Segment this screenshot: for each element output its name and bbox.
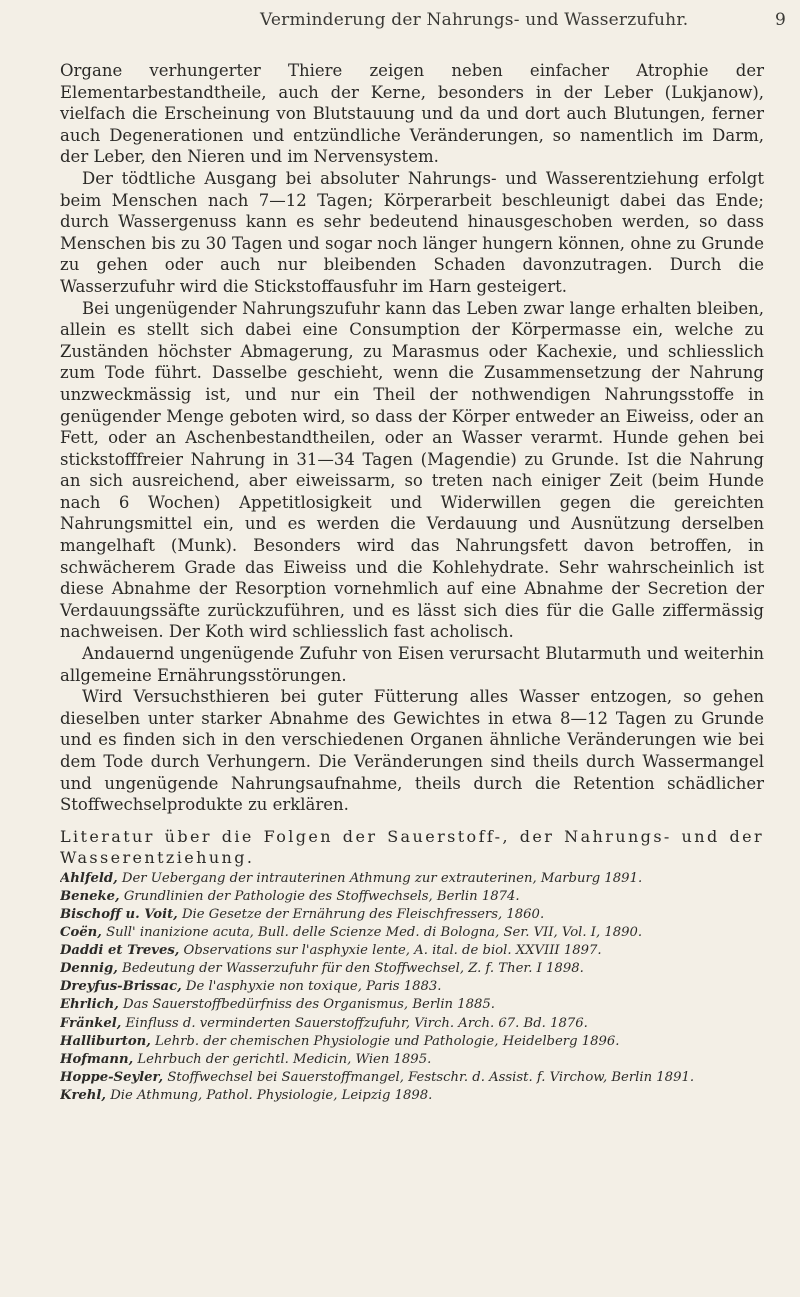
entry-text: De l'asphyxie non toxique, Paris 1883. [181, 979, 442, 995]
literature-entry [60, 1033, 764, 1051]
entry-author: Hoppe-Seyler, [60, 1069, 164, 1085]
literature-entry [60, 960, 764, 978]
literature-entry [60, 888, 764, 906]
literature-entry [60, 1069, 764, 1087]
entry-text: Die Athmung, Pathol. Physiologie, Leipzig 1898. [106, 1087, 433, 1103]
paragraph: Wird Versuchsthieren bei guter Fütterung alles Wasser entzogen, so gehen dieselben unter starker Abnahme des Gewichtes in etwa 8—12 Tagen zu Grunde und es finden sich in den verschiedenen Organen ähnliche Veränderungen wie bei dem Tode durch Verhungern. Die Veränderungen sind theils durch Wassermangel und ungenügende Nahrungsaufnahme, theils durch die Retention schädlicher Stoffwechselprodukte zu erklären. [60, 687, 764, 815]
entry-text: Die Gesetze der Ernährung des Fleischfressers, 1860. [177, 906, 545, 922]
literature-entry [60, 978, 764, 996]
literature-heading: Literatur über die Folgen der Sauerstoff-, der Nahrungs- und der Wasserentziehung. [60, 826, 764, 867]
paragraph: Bei ungenügender Nahrungszufuhr kann das Leben zwar lange erhalten bleiben, allein es stellt sich dabei eine Consumption der Körpermasse ein, welche zu Zuständen höchster Abmagerung, zu Marasmus oder Kachexie, und schliesslich zum Tode führt. Dasselbe geschieht, wenn die Zusammensetzung der Nahrung unzweckmässig ist, und nur ein Theil der nothwendigen Nahrungsstoffe in genügender Menge geboten wird, so dass der Körper entweder an Eiweiss, oder an Fett, oder an Aschenbestandtheilen, oder an Wasser verarmt. Hunde gehen bei stickstofffreier Nahrung in 31—34 Tagen (Magendie) zu Grunde. Ist die Nahrung an sich ausreichend, aber eiweissarm, so treten nach einiger Zeit (beim Hunde nach 6 Wochen) Appetitlosigkeit und Widerwillen gegen die gereichten Nahrungsmittel ein, und es werden die Verdauung und Ausnützung derselben mangelhaft (Munk). Besonders wird das Nahrungsfett davon betroffen, in schwächerem Grade das Eiweiss und die Kohlehydrate. Sehr wahrscheinlich ist diese Abnahme der Resorption vornehmlich auf eine Abnahme der Secretion der Verdauungssäfte zurückzuführen, und es lässt sich dies für die Galle ziffermässig nachweisen. Der Koth wird schliesslich fast acholisch. [60, 298, 764, 642]
entry-text: Das Sauerstoffbedürfniss des Organismus, Berlin 1885. [118, 997, 495, 1013]
entry-author: Ahlfeld, [60, 870, 118, 886]
literature-entry [60, 1051, 764, 1069]
paragraph: Andauernd ungenügende Zufuhr von Eisen verursacht Blutarmuth und weiterhin allgemeine Ernährungsstörungen. [60, 644, 764, 685]
entry-text: Observations sur l'asphyxie lente, A. ital. de biol. XXVIII 1897. [179, 943, 602, 959]
entry-author: Ehrlich, [60, 997, 119, 1013]
entry-text: Stoffwechsel bei Sauerstoffmangel, Festschr. d. Assist. f. Virchow, Berlin 1891. [163, 1069, 695, 1085]
entry-author: Krehl, [60, 1087, 106, 1103]
entry-text: Sull' inanizione acuta, Bull. delle Scienze Med. di Bologna, Ser. VII, Vol. I, 1890. [101, 925, 643, 941]
literature-entry [60, 906, 764, 924]
running-title: Verminderung der Nahrungs- und Wasserzufuhr. [260, 10, 689, 30]
entry-text: Der Uebergang der intrauterinen Athmung zur extrauterinen, Marburg 1891. [117, 870, 643, 886]
entry-author: Hofmann, [60, 1051, 134, 1067]
entry-text: Einfluss d. verminderten Sauerstoffzufuhr, Virch. Arch. 67. Bd. 1876. [121, 1015, 588, 1031]
literature-entry [60, 996, 764, 1014]
entry-author: Daddi et Treves, [60, 943, 180, 959]
entry-author: Fränkel, [60, 1015, 122, 1031]
literature-entry [60, 942, 764, 960]
entry-author: Beneke, [60, 888, 120, 904]
page-number: 9 [774, 10, 786, 30]
entry-author: Dennig, [60, 961, 118, 977]
entry-text: Lehrb. der chemischen Physiologie und Pathologie, Heidelberg 1896. [150, 1033, 620, 1049]
entry-author: Halliburton, [60, 1033, 151, 1049]
entry-author: Coën, [60, 925, 102, 941]
literature-entry [60, 1015, 764, 1033]
literature-entry [60, 924, 764, 942]
literature-entry [60, 870, 764, 888]
paragraph: Der tödtliche Ausgang bei absoluter Nahrungs- und Wasserentziehung erfolgt beim Menschen nach 7—12 Tagen; Körperarbeit beschleunigt dabei das Ende; durch Wassergenuss kann es sehr bedeutend hinausgeschoben werden, so dass Menschen bis zu 30 Tagen und sogar noch länger hungern können, ohne zu Grunde zu gehen oder auch nur bleibenden Schaden davonzutragen. Durch die Wasserzufuhr wird die Stickstoffausfuhr im Harn gesteigert. [60, 168, 764, 296]
running-header [260, 10, 800, 34]
literature-list [60, 870, 764, 1105]
entry-text: Grundlinien der Pathologie des Stoffwechsels, Berlin 1874. [119, 888, 520, 904]
literature-entry [60, 1087, 764, 1105]
entry-author: Dreyfus-Brissac, [60, 979, 182, 995]
paragraph: Organe verhungerter Thiere zeigen neben einfacher Atrophie der Elementarbestandtheile, auch der Kerne, besonders in der Leber (Lukjanow), vielfach die Erscheinung von Blutstauung und da und dort auch Blutungen, ferner auch Degenerationen und entzündliche Veränderungen, so namentlich im Darm, der Leber, den Nieren und im Nervensystem. [60, 61, 764, 167]
entry-text: Lehrbuch der gerichtl. Medicin, Wien 1895. [133, 1051, 432, 1067]
main-text [60, 60, 764, 1105]
entry-author: Bischoff u. Voit, [60, 906, 178, 922]
entry-text: Bedeutung der Wasserzufuhr für den Stoffwechsel, Z. f. Ther. I 1898. [117, 961, 584, 977]
